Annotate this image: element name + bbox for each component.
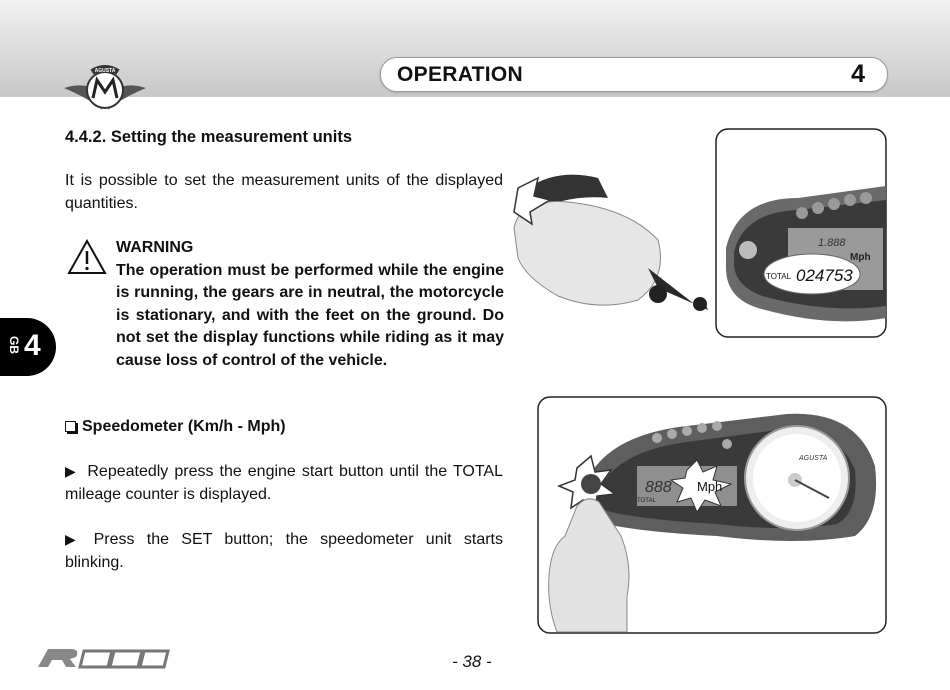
svg-text:Mph: Mph <box>850 252 871 263</box>
svg-text:AGUSTA: AGUSTA <box>799 455 828 462</box>
warning-block <box>116 237 504 372</box>
step-1 <box>65 460 503 506</box>
speedometer-heading <box>65 418 286 436</box>
chapter-number: 4 <box>851 60 865 88</box>
page-number: - 38 - <box>452 652 492 671</box>
chapter-title-bar <box>380 57 888 92</box>
mv-agusta-logo <box>62 60 148 122</box>
triangle-bullet-icon: ▶ <box>65 463 78 479</box>
step-2 <box>65 528 503 574</box>
speedometer-title: Speedometer (Km/h - Mph) <box>82 418 286 435</box>
svg-text:AGUSTA: AGUSTA <box>94 68 116 74</box>
checkbox-bullet-icon <box>65 421 76 432</box>
svg-text:1.888: 1.888 <box>818 237 846 249</box>
svg-text:888: 888 <box>645 479 672 496</box>
svg-text:024753: 024753 <box>796 266 853 285</box>
figure-handlebar-dashboard <box>498 128 890 340</box>
step-1-text: Repeatedly press the engine start button until the TOTAL mileage counter is displayed. <box>65 463 503 503</box>
r989-model-logo <box>32 645 170 671</box>
svg-text:Mph: Mph <box>697 479 723 494</box>
warning-text: The operation must be performed while the engine is running, the gears are in neutral, the motorcycle is stationary, and with the feet on the ground. Do not set the display functions while riding as it may cause loss of control of the vehicle. <box>116 261 504 369</box>
figure-set-button-dashboard <box>537 396 887 634</box>
svg-text:TOTAL: TOTAL <box>637 498 656 504</box>
intro-paragraph: It is possible to set the measurement units of the displayed quantities. <box>65 172 503 212</box>
svg-text:TOTAL: TOTAL <box>766 272 792 281</box>
triangle-bullet-icon: ▶ <box>65 531 84 547</box>
warning-label: WARNING <box>116 239 194 256</box>
svg-text:R989: R989 <box>33 670 36 671</box>
warning-triangle-icon <box>67 239 107 275</box>
side-tab-chapter: 4 <box>24 329 41 362</box>
section-title: 4.4.2. Setting the measurement units <box>65 128 352 146</box>
side-tab-language: GB <box>7 336 21 354</box>
step-2-text: Press the SET button; the speedometer unit starts blinking. <box>65 531 503 571</box>
chapter-title: OPERATION <box>397 63 523 86</box>
chapter-side-tab <box>0 318 56 376</box>
